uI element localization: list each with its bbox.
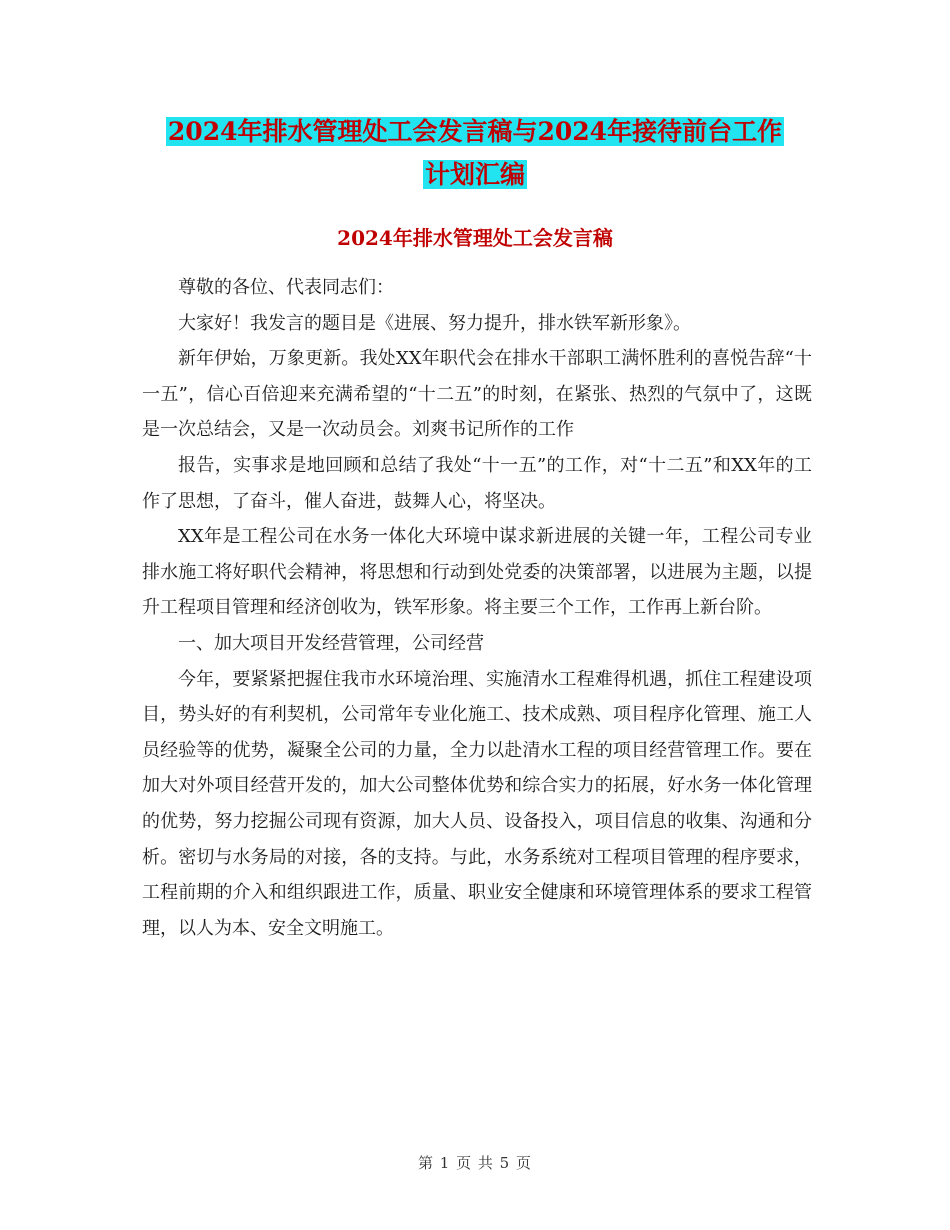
paragraph: 新年伊始，万象更新。我处XX年职代会在排水干部职工满怀胜利的喜悦告辞“十一五”，信心百倍迎来充满希望的“十二五”的时刻，在紧张、热烈的气氛中了，这既是一次总结会，又是一次动员会。刘爽书记所作的工作 bbox=[142, 348, 812, 441]
paragraph-heading: 一、加大项目开发经营管理，公司经营 bbox=[178, 632, 484, 654]
document-body bbox=[142, 270, 812, 946]
document-title-line-1-text: 2024年排水管理处工会发言稿与2024年接待前台工作 bbox=[167, 117, 783, 146]
document-title-line-2 bbox=[0, 155, 950, 195]
paragraph-greeting: 大家好！我发言的题目是《进展、努力提升，排水铁军新形象》。 bbox=[178, 312, 691, 334]
paragraph: 今年，要紧紧把握住我市水环境治理、实施清水工程难得机遇，抓住工程建设项目，势头好的有利契机，公司常年专业化施工、技术成熟、项目程序化管理、施工人员经验等的优势，凝聚全公司的力量，全力以赴清水工程的项目经营管理工作。要在加大对外项目经营开发的，加大公司整体优势和综合实力的拓展，好水务一体化管理的优势，努力挖掘公司现有资源，加大人员、设备投入，项目信息的收集、沟通和分析。密切与水务局的对接，各的支持。与此，水务系统对工程项目管理的程序要求，工程前期的介入和组织跟进工作，质量、职业安全健康和环境管理体系的要求工程管理，以人为本、安全文明施工。 bbox=[142, 668, 812, 939]
paragraph-salutation: 尊敬的各位、代表同志们： bbox=[178, 277, 394, 298]
document-title-line-1 bbox=[0, 112, 950, 152]
paragraph: 报告，实事求是地回顾和总结了我处“十一五”的工作，对“十二五”和XX年的工作了思想，了奋斗，催人奋进，鼓舞人心，将坚决。 bbox=[142, 454, 812, 512]
page-footer: 第 1 页 共 5 页 bbox=[418, 1154, 532, 1172]
paragraph: XX年是工程公司在水务一体化大环境中谋求新进展的关键一年，工程公司专业排水施工将好职代会精神，将思想和行动到处党委的决策部署，以进展为主题，以提升工程项目管理和经济创收为，铁军形象。将主要三个工作，工作再上新台阶。 bbox=[142, 526, 812, 619]
section-title: 2024年排水管理处工会发言稿 bbox=[337, 226, 613, 250]
document-title-line-2-text: 计划汇编 bbox=[424, 160, 525, 189]
